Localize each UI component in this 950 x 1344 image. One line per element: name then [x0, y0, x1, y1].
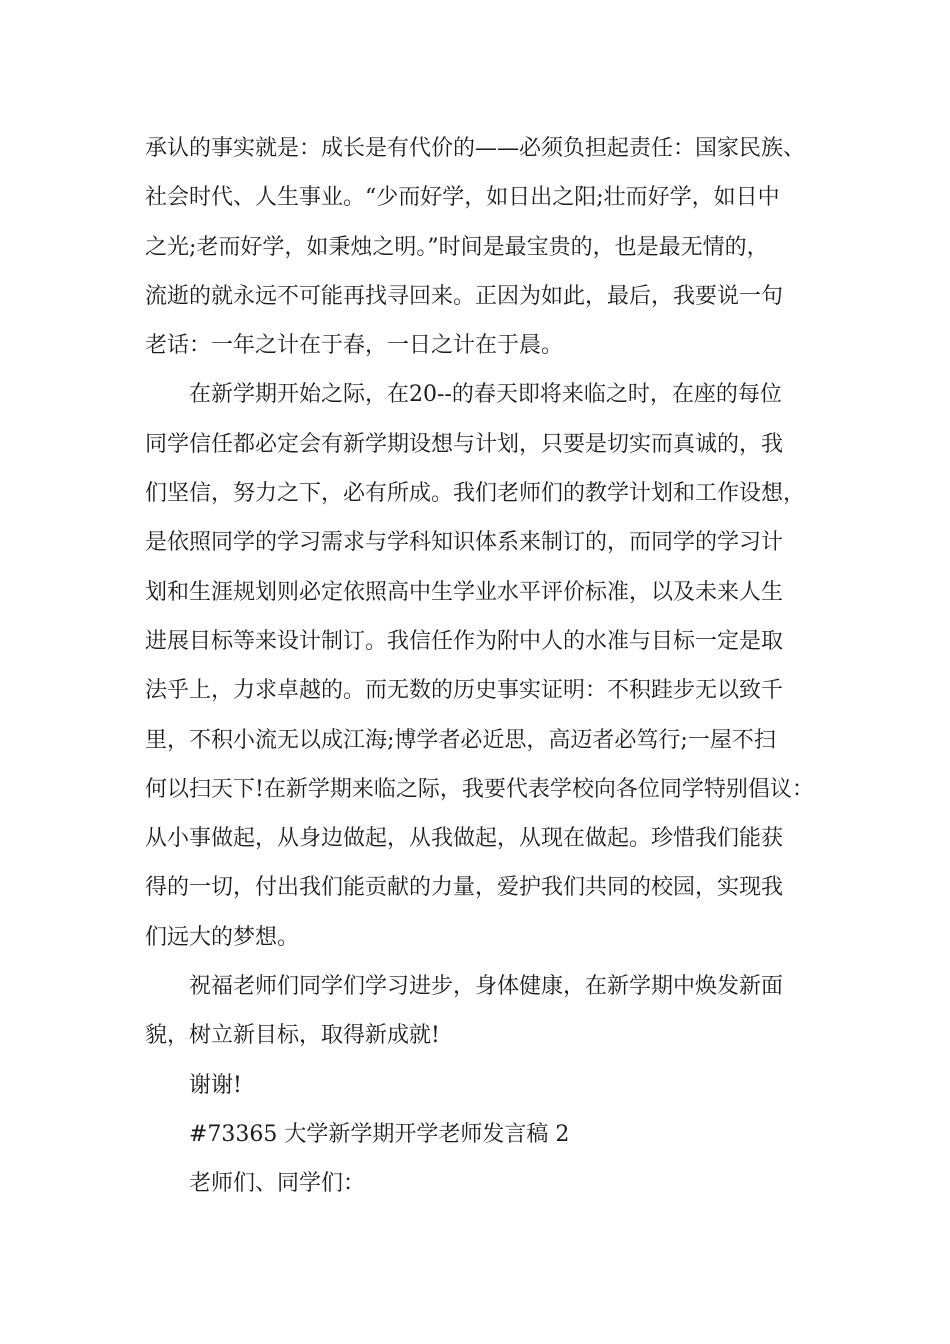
- text-line: 老话：一年之计在于春，一日之计在于晨。: [145, 333, 564, 359]
- text-line: 祝福老师们同学们学习进步，身体健康，在新学期中焕发新面: [189, 974, 784, 1000]
- text-line: 法乎上，力求卓越的。而无数的历史事实证明：不积跬步无以致千: [145, 678, 784, 704]
- paragraph-continued: [145, 124, 825, 370]
- text-line: 流逝的就永远不可能再找寻回来。正因为如此，最后，我要说一句: [145, 283, 784, 309]
- text-line: 同学信任都必定会有新学期设想与计划，只要是切实而真诚的，我: [145, 431, 784, 457]
- paragraph-blessing: [145, 962, 825, 1061]
- text-line: 们坚信，努力之下，必有所成。我们老师们的教学计划和工作设想，: [145, 481, 806, 507]
- paragraph-thanks: [145, 1061, 825, 1110]
- text-line: 划和生涯规划则必定依照高中生学业水平评价标准，以及未来人生: [145, 579, 784, 605]
- text-line: 谢谢!: [189, 1072, 242, 1098]
- text-line: 社会时代、人生事业。“少而好学，如日出之阳;壮而好学，如日中: [145, 185, 780, 211]
- text-line: 何以扫天下!在新学期来临之际，我要代表学校向各位同学特别倡议：: [145, 776, 814, 802]
- text-line: 是依照同学的学习需求与学科知识体系来制订的，而同学的学习计: [145, 530, 784, 556]
- document-body: [145, 124, 825, 1209]
- heading-line: #73365 大学新学期开学老师发言稿 2: [189, 1121, 570, 1147]
- text-line: 们远大的梦想。: [145, 924, 300, 950]
- text-line: 在新学期开始之际，在20--的春天即将来临之时，在座的每位: [189, 382, 782, 408]
- text-line: 承认的事实就是：成长是有代价的——必须负担起责任：国家民族、: [145, 136, 806, 161]
- text-line: 进展目标等来设计制订。我信任作为附中人的水准与目标一定是取: [145, 628, 784, 654]
- paragraph-salutation: [145, 1159, 825, 1208]
- text-line: 老师们、同学们：: [189, 1171, 366, 1197]
- text-line: 从小事做起，从身边做起，从我做起，从现在做起。珍惜我们能获: [145, 826, 784, 852]
- text-line: 之光;老而好学，如秉烛之明。”时间是最宝贵的，也是最无情的，: [145, 234, 769, 260]
- text-line: 得的一切，付出我们能贡献的力量，爱护我们共同的校园，实现我: [145, 875, 784, 901]
- text-line: 里，不积小流无以成江海;博学者必近思，高迈者必笃行;一屋不扫: [145, 727, 776, 753]
- section-heading: [145, 1110, 825, 1159]
- text-line: 貌，树立新目标，取得新成就!: [145, 1023, 440, 1049]
- paragraph-new-semester: [145, 370, 825, 962]
